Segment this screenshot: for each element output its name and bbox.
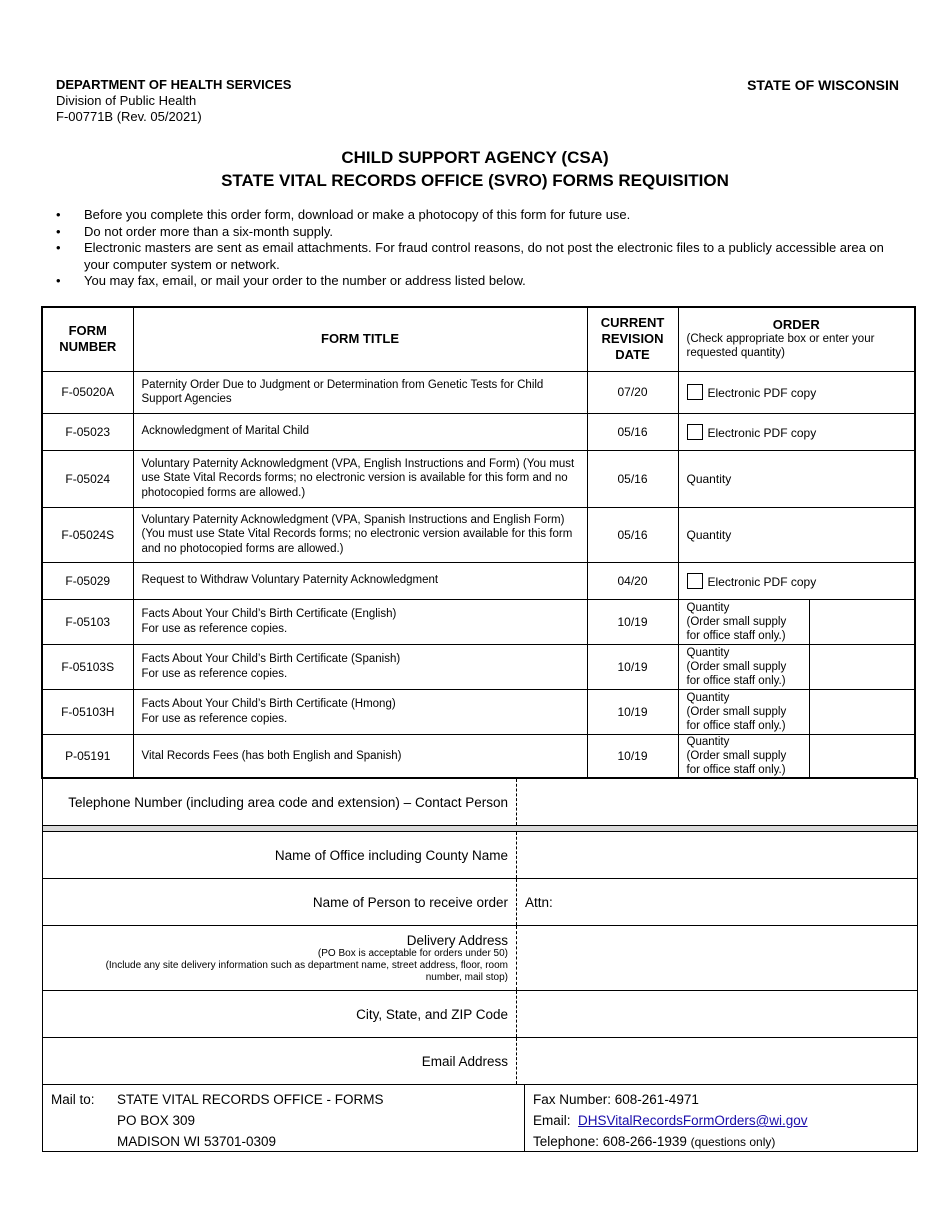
order-label: Electronic PDF copy	[707, 425, 817, 440]
telephone-input[interactable]	[517, 779, 917, 825]
office-label-text: Name of Office including County Name	[274, 847, 508, 863]
quantity-label-cell	[678, 644, 809, 689]
delivery-row	[43, 926, 917, 991]
order-label: Electronic PDF copy	[707, 386, 817, 400]
form-title: Voluntary Paternity Acknowledgment (VPA, English Instructions and Form) (You must use State Vital Records forms; no electronic version is available for this form and no photocopied forms are allowed.)	[133, 450, 587, 507]
telephone-note: (questions only)	[690, 1135, 776, 1149]
form-title-text: Facts About Your Child’s Birth Certificate (English)	[141, 608, 397, 620]
mail-po-box: PO BOX 309	[117, 1113, 196, 1128]
order-heading: ORDER	[772, 317, 820, 333]
form-number: F-05020A	[42, 371, 133, 413]
agency-header	[56, 77, 291, 125]
title-line-1: CHILD SUPPORT AGENCY (CSA)	[341, 148, 609, 167]
form-title: Voluntary Paternity Acknowledgment (VPA, Spanish Instructions and English Form) (You must use State Vital Records forms; no electronic version available for this form and no photocopied forms are allowed.)	[133, 507, 587, 562]
table-header-row	[42, 307, 915, 371]
form-number: F-05103	[42, 599, 133, 644]
mail-line-1	[51, 1089, 516, 1110]
instruction-item: • Electronic masters are sent as email attachments. For fraud control reasons, do not post the electronic files to a publicly accessible area on your computer system or network.	[56, 240, 906, 273]
table-row	[42, 734, 915, 778]
order-cell	[678, 413, 915, 450]
order-label: Quantity	[686, 646, 730, 659]
table-row	[42, 413, 915, 450]
email-input[interactable]	[517, 1038, 917, 1084]
delivery-input[interactable]	[517, 926, 917, 990]
pdf-checkbox[interactable]	[687, 573, 703, 589]
telephone-line	[533, 1131, 909, 1153]
form-title: Paternity Order Due to Judgment or Determination from Genetic Tests for Child Support Agencies	[133, 371, 587, 413]
person-label-text: Name of Person to receive order	[312, 894, 508, 910]
city-row	[43, 991, 917, 1038]
order-label: Quantity	[686, 601, 730, 614]
revision-date: 05/16	[587, 413, 678, 450]
table-row	[42, 644, 915, 689]
delivery-label-text: Delivery Address	[406, 932, 508, 948]
attn-prefix: Attn:	[525, 894, 553, 910]
form-number: F-05024S	[42, 507, 133, 562]
office-input[interactable]	[517, 832, 917, 878]
order-subheading: (Check appropriate box or enter your requested quantity)	[686, 333, 875, 360]
contact-methods	[525, 1085, 917, 1151]
order-label: Quantity	[686, 691, 730, 704]
email-label: Email:	[533, 1113, 571, 1128]
order-cell	[678, 562, 915, 599]
order-label: Quantity	[686, 527, 732, 542]
division-name: Division of Public Health	[56, 93, 197, 108]
order-cell	[678, 371, 915, 413]
quantity-label-cell	[678, 689, 809, 734]
col-order	[678, 307, 915, 371]
form-number: P-05191	[42, 734, 133, 778]
email-label-text: Email Address	[421, 1053, 508, 1069]
telephone-number: Telephone: 608-266-1939	[533, 1134, 687, 1149]
person-row	[43, 879, 917, 926]
city-input[interactable]	[517, 991, 917, 1037]
quantity-input[interactable]	[809, 689, 915, 734]
mail-city: MADISON WI 53701-0309	[117, 1134, 277, 1149]
form-title-text: Facts About Your Child’s Birth Certificate (Spanish)	[141, 653, 401, 665]
quantity-label-cell	[678, 734, 809, 778]
quantity-input[interactable]	[809, 734, 915, 778]
instruction-item: • You may fax, email, or mail your order to the number or address listed below.	[56, 273, 906, 290]
quantity-input[interactable]	[809, 644, 915, 689]
mail-address	[43, 1085, 525, 1151]
col-form-title: FORM TITLE	[133, 307, 587, 371]
table-row	[42, 562, 915, 599]
table-row	[42, 689, 915, 734]
revision-date: 04/20	[587, 562, 678, 599]
delivery-note-2: (Include any site delivery information such as department name, street address, floor, room number, mail stop)	[105, 959, 508, 983]
quantity-input[interactable]	[678, 450, 915, 507]
form-title-note: For use as reference copies.	[141, 622, 288, 635]
revision-date: 07/20	[587, 371, 678, 413]
form-title	[133, 644, 587, 689]
telephone-row	[43, 779, 917, 826]
person-label	[43, 879, 517, 925]
pdf-checkbox[interactable]	[687, 424, 703, 440]
form-number: F-05103H	[42, 689, 133, 734]
table-row	[42, 599, 915, 644]
telephone-label-text: Telephone Number (including area code and extension) – Contact Person	[68, 794, 508, 810]
order-label: Quantity	[686, 735, 730, 748]
form-title: Request to Withdraw Voluntary Paternity Acknowledgment	[133, 562, 587, 599]
mail-to-label: Mail to:	[51, 1092, 95, 1107]
department-name: DEPARTMENT OF HEALTH SERVICES	[56, 77, 292, 92]
email-line	[533, 1110, 909, 1131]
instruction-item: • Do not order more than a six-month supply.	[56, 224, 906, 241]
contact-info-section	[42, 778, 918, 1152]
mail-row	[43, 1085, 917, 1151]
state-name: STATE OF WISCONSIN	[747, 77, 899, 93]
form-title	[133, 599, 587, 644]
quantity-label-cell	[678, 599, 809, 644]
col-form-number: FORM NUMBER	[42, 307, 133, 371]
form-number: F-05103S	[42, 644, 133, 689]
form-number: F-05024	[42, 450, 133, 507]
table-row	[42, 371, 915, 413]
form-title	[133, 689, 587, 734]
order-label: Quantity	[686, 471, 732, 486]
delivery-note-1: (PO Box is acceptable for orders under 50)	[317, 947, 508, 959]
pdf-checkbox[interactable]	[687, 384, 703, 400]
city-label-text: City, State, and ZIP Code	[356, 1006, 508, 1022]
revision-date: 10/19	[587, 689, 678, 734]
instruction-item: • Before you complete this order form, download or make a photocopy of this form for future use.	[56, 207, 906, 224]
form-number: F-05023	[42, 413, 133, 450]
order-note: (Order small supply for office staff only.)	[686, 615, 787, 642]
col-revision-date: CURRENT REVISION DATE	[587, 307, 678, 371]
mail-recipient: STATE VITAL RECORDS OFFICE - FORMS	[117, 1092, 384, 1107]
forms-table	[41, 306, 916, 779]
email-label	[43, 1038, 517, 1084]
office-label	[43, 832, 517, 878]
title-line-2: STATE VITAL RECORDS OFFICE (SVRO) FORMS REQUISITION	[221, 171, 729, 190]
order-note: (Order small supply for office staff only.)	[686, 749, 787, 776]
instructions-list	[56, 207, 906, 290]
delivery-label	[43, 926, 517, 990]
form-title-text: Facts About Your Child’s Birth Certificate (Hmong)	[141, 698, 396, 710]
form-title-note: For use as reference copies.	[141, 712, 288, 725]
order-note: (Order small supply for office staff only.)	[686, 660, 787, 687]
email-link[interactable]: DHSVitalRecordsFormOrders@wi.gov	[578, 1113, 808, 1128]
revision-date: 10/19	[587, 734, 678, 778]
fax-number: Fax Number: 608-261-4971	[533, 1092, 699, 1107]
order-note: (Order small supply for office staff only.)	[686, 705, 787, 732]
revision-date: 05/16	[587, 507, 678, 562]
form-id: F-00771B (Rev. 05/2021)	[56, 109, 202, 124]
form-title-note: For use as reference copies.	[141, 667, 288, 680]
form-title: Vital Records Fees (has both English and Spanish)	[133, 734, 587, 778]
telephone-label	[43, 779, 517, 825]
revision-date: 10/19	[587, 599, 678, 644]
table-row	[42, 450, 915, 507]
office-row	[43, 832, 917, 879]
order-label: Electronic PDF copy	[707, 574, 817, 589]
city-label	[43, 991, 517, 1037]
table-row	[42, 507, 915, 562]
quantity-input[interactable]	[678, 507, 915, 562]
email-row	[43, 1038, 917, 1085]
quantity-input[interactable]	[809, 599, 915, 644]
revision-date: 05/16	[587, 450, 678, 507]
revision-date: 10/19	[587, 644, 678, 689]
page-title	[0, 146, 950, 192]
person-input[interactable]	[517, 879, 917, 925]
form-number: F-05029	[42, 562, 133, 599]
form-title: Acknowledgment of Marital Child	[133, 413, 587, 450]
